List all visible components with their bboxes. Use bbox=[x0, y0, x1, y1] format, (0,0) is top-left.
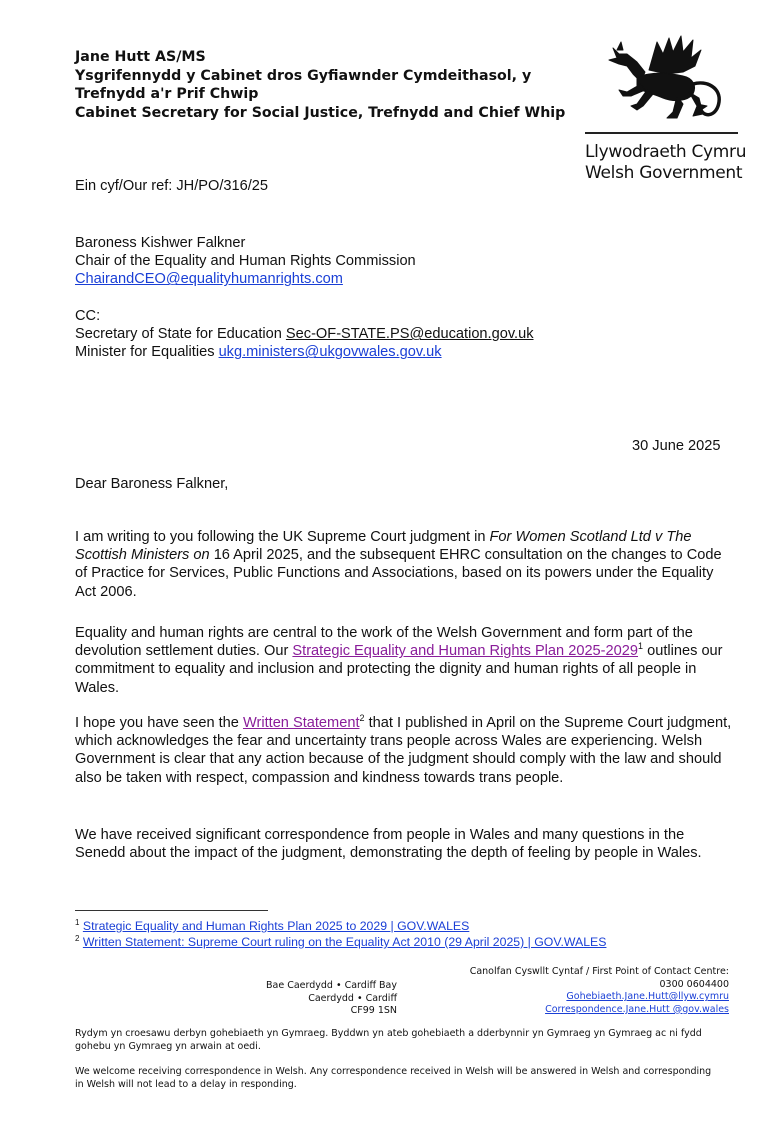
logo-divider bbox=[585, 132, 738, 134]
paragraph-1-text-a: I am writing to you following the UK Supreme Court judgment in bbox=[75, 529, 490, 545]
cc-education-email-link[interactable]: Sec-OF-STATE.PS@education.gov.uk bbox=[285, 326, 534, 343]
footer-phone: 0300 0604400 bbox=[659, 978, 729, 990]
paragraph-1 bbox=[75, 528, 735, 601]
paragraph-3-text-a: I hope you have seen the bbox=[75, 715, 243, 731]
footnote-2 bbox=[75, 934, 606, 950]
logo-text-english: Welsh Government bbox=[585, 163, 743, 183]
recipient-role: Chair of the Equality and Human Rights Commission bbox=[75, 253, 416, 270]
paragraph-3-text-b: that I published in April on the Supreme Court judgment, which acknowledges the fear and uncertainty trans people across Wales are experiencing. Welsh Government is clear that any action because of the judgment should comply with the law and should also be taken with respect, compassion and kindness towards trans people. bbox=[75, 715, 732, 786]
letter-date: 30 June 2025 bbox=[632, 438, 721, 454]
logo-text-welsh: Llywodraeth Cymru bbox=[585, 142, 747, 162]
footnote-2-link[interactable]: Written Statement: Supreme Court ruling on the Equality Act 2010 (29 April 2025) | GOV.WALES bbox=[82, 935, 607, 949]
welsh-dragon-icon bbox=[597, 32, 727, 124]
recipient-email-link[interactable]: ChairandCEO@equalityhumanrights.com bbox=[75, 271, 343, 288]
paragraph-2-text-b: outlines our commitment to equality and inclusion and protecting the dignity and human rights of all people in Wales. bbox=[75, 643, 723, 696]
footnote-divider bbox=[75, 910, 268, 911]
written-statement-link[interactable]: Written Statement bbox=[242, 715, 360, 731]
paragraph-1-text-b: 16 April 2025, and the subsequent EHRC consultation on the changes to Code of Practice for Services, Public Functions and Associations, based on its powers under the Equality Act 2006. bbox=[75, 547, 722, 600]
footer-address-line2: Caerdydd • Cardiff bbox=[308, 992, 397, 1004]
paragraph-4 bbox=[75, 826, 735, 862]
cc-equalities-label: Minister for Equalities bbox=[75, 344, 219, 361]
welsh-government-logo bbox=[585, 32, 747, 183]
sender-name: Jane Hutt AS/MS bbox=[75, 49, 206, 65]
sender-title-welsh-line1: Ysgrifennydd y Cabinet dros Gyfiawnder Cymdeithasol, y bbox=[75, 67, 532, 84]
salutation: Dear Baroness Falkner, bbox=[75, 476, 229, 492]
footnotes bbox=[75, 918, 606, 950]
english-note-line1: We welcome receiving correspondence in Welsh. Any correspondence received in Welsh will be answered in Welsh and corresponding bbox=[75, 1066, 712, 1077]
footer-contact-heading: Canolfan Cyswllt Cyntaf / First Point of Contact Centre: bbox=[469, 966, 729, 977]
cc-block bbox=[75, 307, 534, 362]
footer-contact bbox=[452, 966, 729, 1016]
sender-title-english: Cabinet Secretary for Social Justice, Trefnydd and Chief Whip bbox=[75, 104, 566, 121]
footer-email-english-link[interactable]: Correspondence.Jane.Hutt @gov.wales bbox=[545, 1003, 729, 1015]
footnote-1-number: 1 bbox=[75, 917, 80, 927]
cc-education-label: Secretary of State for Education bbox=[75, 326, 286, 343]
logo-wordmark bbox=[585, 142, 746, 184]
footnote-ref-1: 1 bbox=[638, 641, 644, 652]
footer-address-postcode: CF99 1SN bbox=[350, 1005, 397, 1017]
welsh-language-note bbox=[75, 1028, 735, 1053]
footer-address bbox=[250, 980, 397, 1018]
footer-address-line1: Bae Caerdydd • Cardiff Bay bbox=[266, 980, 397, 991]
welsh-note-line1: Rydym yn croesawu derbyn gohebiaeth yn Gymraeg. Byddwn yn ateb gohebiaeth a dderbynnir yn Gymraeg yn Gymraeg ac ni fydd bbox=[75, 1028, 702, 1039]
sender-block bbox=[75, 48, 565, 122]
english-note-line2: in Welsh will not lead to a delay in responding. bbox=[75, 1078, 297, 1090]
cc-line-education bbox=[75, 325, 534, 343]
footnote-1-link[interactable]: Strategic Equality and Human Rights Plan 2025 to 2029 | GOV.WALES bbox=[82, 919, 470, 933]
our-reference: Ein cyf/Our ref: JH/PO/316/25 bbox=[75, 178, 269, 194]
paragraph-2-text-a: Equality and human rights are central to the work of the Welsh Government and form part of the devolution settlement duties. Our bbox=[75, 625, 693, 660]
cc-label: CC: bbox=[75, 308, 101, 324]
paragraph-3 bbox=[75, 714, 735, 787]
footnote-1 bbox=[75, 918, 606, 934]
recipient-address bbox=[75, 234, 416, 289]
footer-email-welsh-link[interactable]: Gohebiaeth.Jane.Hutt@llyw.cymru bbox=[566, 991, 729, 1003]
case-name: For Women Scotland Ltd v The Scottish Ministers on bbox=[75, 529, 692, 564]
english-language-note bbox=[75, 1066, 735, 1091]
paragraph-2 bbox=[75, 624, 735, 697]
strategic-plan-link[interactable]: Strategic Equality and Human Rights Plan 2025-2029 bbox=[292, 643, 639, 660]
paragraph-4-text: We have received significant correspondence from people in Wales and many questions in the Senedd about the impact of the judgment, demonstrating the depth of feeling by people in Wales. bbox=[75, 827, 702, 862]
welsh-note-line2: gohebu yn Gymraeg yn arwain at oedi. bbox=[75, 1040, 261, 1052]
footnote-ref-2: 2 bbox=[359, 713, 365, 724]
cc-line-equalities bbox=[75, 343, 534, 361]
cc-equalities-email-link[interactable]: ukg.ministers@ukgovwales.gov.uk bbox=[218, 344, 442, 361]
sender-title-welsh-line2: Trefnydd a'r Prif Chwip bbox=[75, 86, 259, 102]
footnote-2-number: 2 bbox=[75, 933, 80, 943]
recipient-name: Baroness Kishwer Falkner bbox=[75, 235, 246, 251]
